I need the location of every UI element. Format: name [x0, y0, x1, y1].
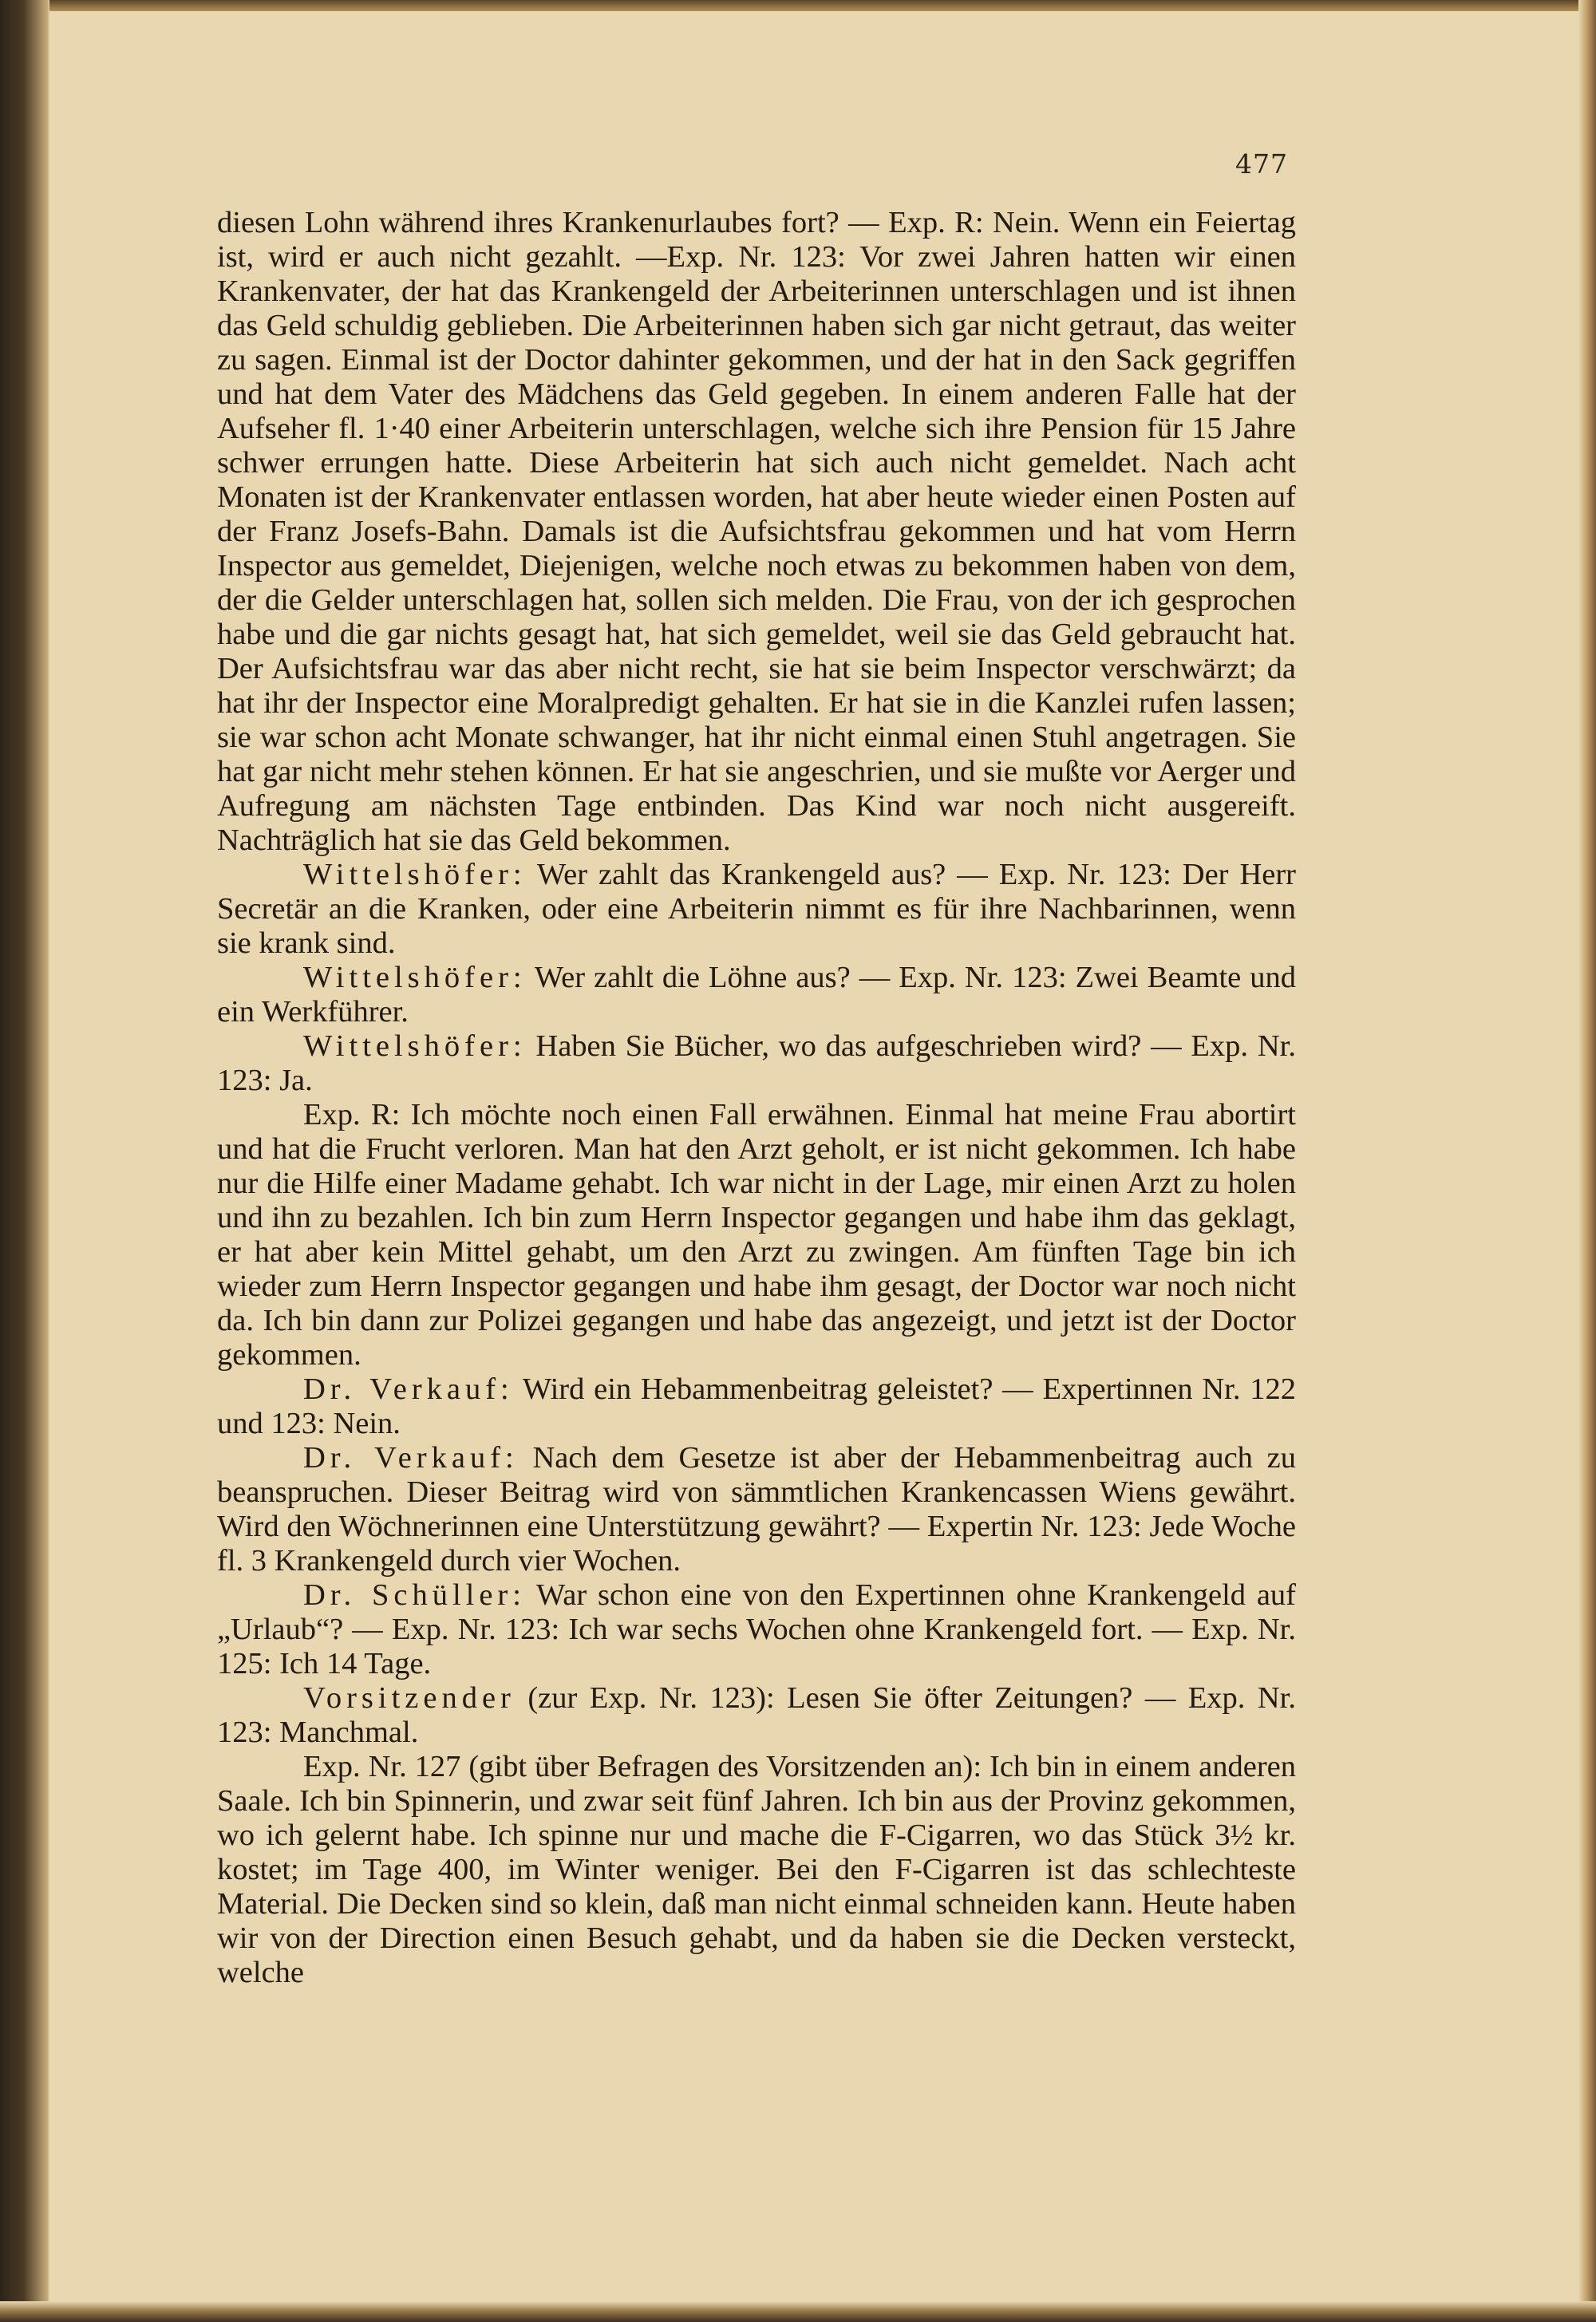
paragraph-text: Wer zahlt die Löhne aus? — Exp. Nr. 123: Zwei Beamte und ein Werkführer. [217, 961, 1296, 1029]
speaker-name: Wittelshöfer: [303, 1029, 527, 1063]
paragraph-text: Wer zahlt das Krankengeld aus? — Exp. Nr. 123: Der Herr Secretär an die Kranken, oder eine Arbeiterin nimmt es für ihre Nachbarinnen, wenn sie krank sind. [217, 858, 1296, 960]
paragraph-text: Exp. R: Ich möchte noch einen Fall erwähnen. Einmal hat meine Frau abortirt und hat die Frucht verloren. Man hat den Arzt geholt, er ist nicht gekommen. Ich habe nur die Hilfe einer Madame gehabt. Ich war nicht in der Lage, mir einen Arzt zu holen und ihn zu bezahlen. Ich bin zum Herrn Inspector gegangen und habe ihm das geklagt, er hat aber kein Mittel gehabt, um den Arzt zu zwingen. Am fünften Tage bin ich wieder zum Herrn Inspector gegangen und habe ihm gesagt, der Doctor war noch nicht da. Ich bin dann zur Polizei gegangen und habe das angezeigt, und jetzt ist der Doctor gekommen. [217, 1098, 1296, 1372]
page-number: 477 [1235, 148, 1288, 180]
speaker-name: Dr. Verkauf: [303, 1441, 519, 1475]
paragraph-text: War schon eine von den Expertinnen ohne Krankengeld auf „Urlaub“? — Exp. Nr. 123: Ich war sechs Wochen ohne Krankengeld fort. — Exp. Nr. 125: Ich 14 Tage. [217, 1578, 1296, 1680]
speaker-name: Dr. Schüller: [303, 1578, 526, 1612]
paragraph-text: Nach dem Gesetze ist aber der Hebammenbeitrag auch zu beanspruchen. Dieser Beitrag wird von sämmtlichen Krankencassen Wiens gewährt. Wird den Wöchnerinnen eine Unterstützung gewährt? — Expertin Nr. 123: Jede Woche fl. 3 Krankengeld durch vier Wochen. [217, 1441, 1296, 1578]
paragraph [217, 961, 1296, 1029]
page-right-edge [1578, 0, 1596, 2322]
paragraph [217, 1441, 1296, 1578]
body-text [217, 206, 1296, 1990]
paragraph [217, 858, 1296, 961]
speaker-name: Wittelshöfer: [303, 961, 527, 994]
page-bottom-edge [0, 2301, 1596, 2322]
paragraph-text: Haben Sie Bücher, wo das aufgeschrieben wird? — Exp. Nr. 123: Ja. [217, 1029, 1296, 1097]
paragraph [217, 1098, 1296, 1372]
paragraph [217, 1372, 1296, 1441]
speaker-name: Vorsitzender [303, 1681, 516, 1715]
paragraph-text: Wird ein Hebammenbeitrag geleistet? — Expertinnen Nr. 122 und 123: Nein. [217, 1372, 1296, 1440]
speaker-name: Wittelshöfer: [303, 858, 527, 891]
paragraph [217, 1750, 1296, 1990]
paragraph [217, 1029, 1296, 1098]
paragraph-text: Exp. Nr. 127 (gibt über Befragen des Vorsitzenden an): Ich bin in einem anderen Saale. Ich bin Spinnerin, und zwar seit fünf Jahren. Ich bin aus der Provinz gekommen, wo ich gelernt habe. Ich spinne nur und mache die F-Cigarren, wo das Stück 3½ kr. kostet; im Tage 400, im Winter weniger. Bei den F-Cigarren ist das schlechteste Material. Die Decken sind so klein, daß man nicht einmal schneiden kann. Heute haben wir von der Direction einen Besuch gehabt, und da haben sie die Decken versteckt, welche [217, 1750, 1296, 1989]
page-binding-edge [0, 0, 49, 2322]
paragraph [217, 206, 1296, 858]
paragraph-text: (zur Exp. Nr. 123): Lesen Sie öfter Zeitungen? — Exp. Nr. 123: Manchmal. [217, 1681, 1296, 1749]
paragraph [217, 1578, 1296, 1681]
paragraph [217, 1681, 1296, 1750]
speaker-name: Dr. Verkauf: [303, 1372, 514, 1406]
paragraph-text: diesen Lohn während ihres Krankenurlaubes fort? — Exp. R: Nein. Wenn ein Feiertag ist, wird er auch nicht gezahlt. —Exp. Nr. 123: Vor zwei Jahren hatten wir einen Krankenvater, der hat das Krankengeld der Arbeiterinnen unterschlagen und ist ihnen das Geld schuldig geblieben. Die Arbeiterinnen haben sich gar nicht getraut, das weiter zu sagen. Einmal ist der Doctor dahinter gekommen, und der hat in den Sack gegriffen und hat dem Vater des Mädchens das Geld gegeben. In einem anderen Falle hat der Aufseher fl. 1·40 einer Arbeiterin unterschlagen, welche sich ihre Pension für 15 Jahre schwer errungen hatte. Diese Arbeiterin hat sich auch nicht gemeldet. Nach acht Monaten ist der Krankenvater entlassen worden, hat aber heute wieder einen Posten auf der Franz Josefs-Bahn. Damals ist die Aufsichtsfrau gekommen und hat vom Herrn Inspector aus gemeldet, Diejenigen, welche noch etwas zu bekommen haben von dem, der die Gelder unterschlagen hat, sollen sich melden. Die Frau, von der ich gesprochen habe und die gar nichts gesagt hat, hat sich gemeldet, weil sie das Geld gebraucht hat. Der Aufsichtsfrau war das aber nicht recht, sie hat sie beim Inspector verschwärzt; da hat ihr der Inspector eine Moralpredigt gehalten. Er hat sie in die Kanzlei rufen lassen; sie war schon acht Monate schwanger, hat ihr nicht einmal einen Stuhl angetragen. Sie hat gar nicht mehr stehen können. Er hat sie angeschrien, und sie mußte vor Aerger und Aufregung am nächsten Tage entbinden. Das Kind war noch nicht ausgereift. Nachträglich hat sie das Geld bekommen. [217, 206, 1296, 857]
page-top-edge [0, 0, 1596, 11]
